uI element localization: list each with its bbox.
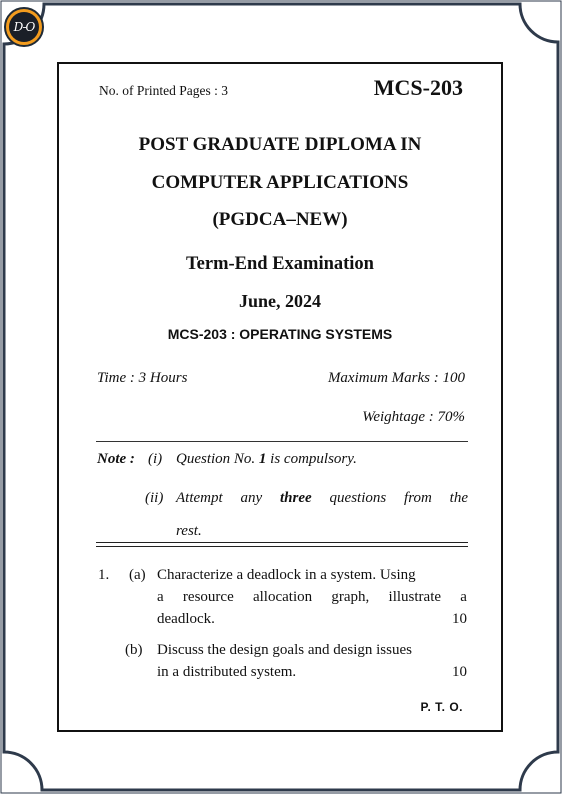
question-text: a resource allocation graph, illustrate a xyxy=(157,589,467,605)
question-paper xyxy=(57,62,503,732)
subject-title: MCS-203 : OPERATING SYSTEMS xyxy=(167,326,393,342)
divider xyxy=(96,441,468,442)
question-text: deadlock. 10 xyxy=(157,611,467,627)
note-emphasis: 1 xyxy=(258,451,267,467)
question-part-label: (a) xyxy=(129,567,146,583)
exam-title: Term-End Examination xyxy=(186,254,374,274)
question-marks: 10 xyxy=(452,664,467,680)
printed-pages: No. of Printed Pages : 3 xyxy=(99,83,228,98)
programme-title-line2: COMPUTER APPLICATIONS xyxy=(151,172,409,193)
programme-code: (PGDCA–NEW) xyxy=(212,209,348,230)
question-number: 1. xyxy=(98,567,110,583)
question-text: Discuss the design goals and design issues xyxy=(157,642,412,658)
max-marks: Maximum Marks : 100 xyxy=(327,370,465,386)
programme-title-line1: POST GRADUATE DIPLOMA IN xyxy=(138,134,422,155)
question-part-label: (b) xyxy=(125,642,143,658)
pto-label: P. T. O. xyxy=(420,700,463,714)
note-item-text: Attempt any three questions from the xyxy=(176,490,468,506)
double-divider xyxy=(96,542,468,547)
exam-time: Time : 3 Hours xyxy=(97,370,188,386)
question-text: in a distributed system. 10 xyxy=(157,664,467,680)
logo-mark: D-O xyxy=(9,12,39,42)
question-text: Characterize a deadlock in a system. Using xyxy=(157,567,416,583)
question-marks: 10 xyxy=(452,611,467,627)
note-emphasis: three xyxy=(280,490,312,506)
note-item-number: (ii) xyxy=(145,490,164,506)
note-item-text: Question No. 1 is compulsory. xyxy=(176,451,357,467)
brand-logo xyxy=(4,7,44,47)
paper-code: MCS-203 xyxy=(373,75,463,100)
note-item-continuation: rest. xyxy=(176,523,202,539)
note-item-number: (i) xyxy=(148,451,163,467)
weightage: Weightage : 70% xyxy=(362,409,465,425)
note-label: Note : xyxy=(97,451,135,467)
exam-date: June, 2024 xyxy=(238,291,321,311)
